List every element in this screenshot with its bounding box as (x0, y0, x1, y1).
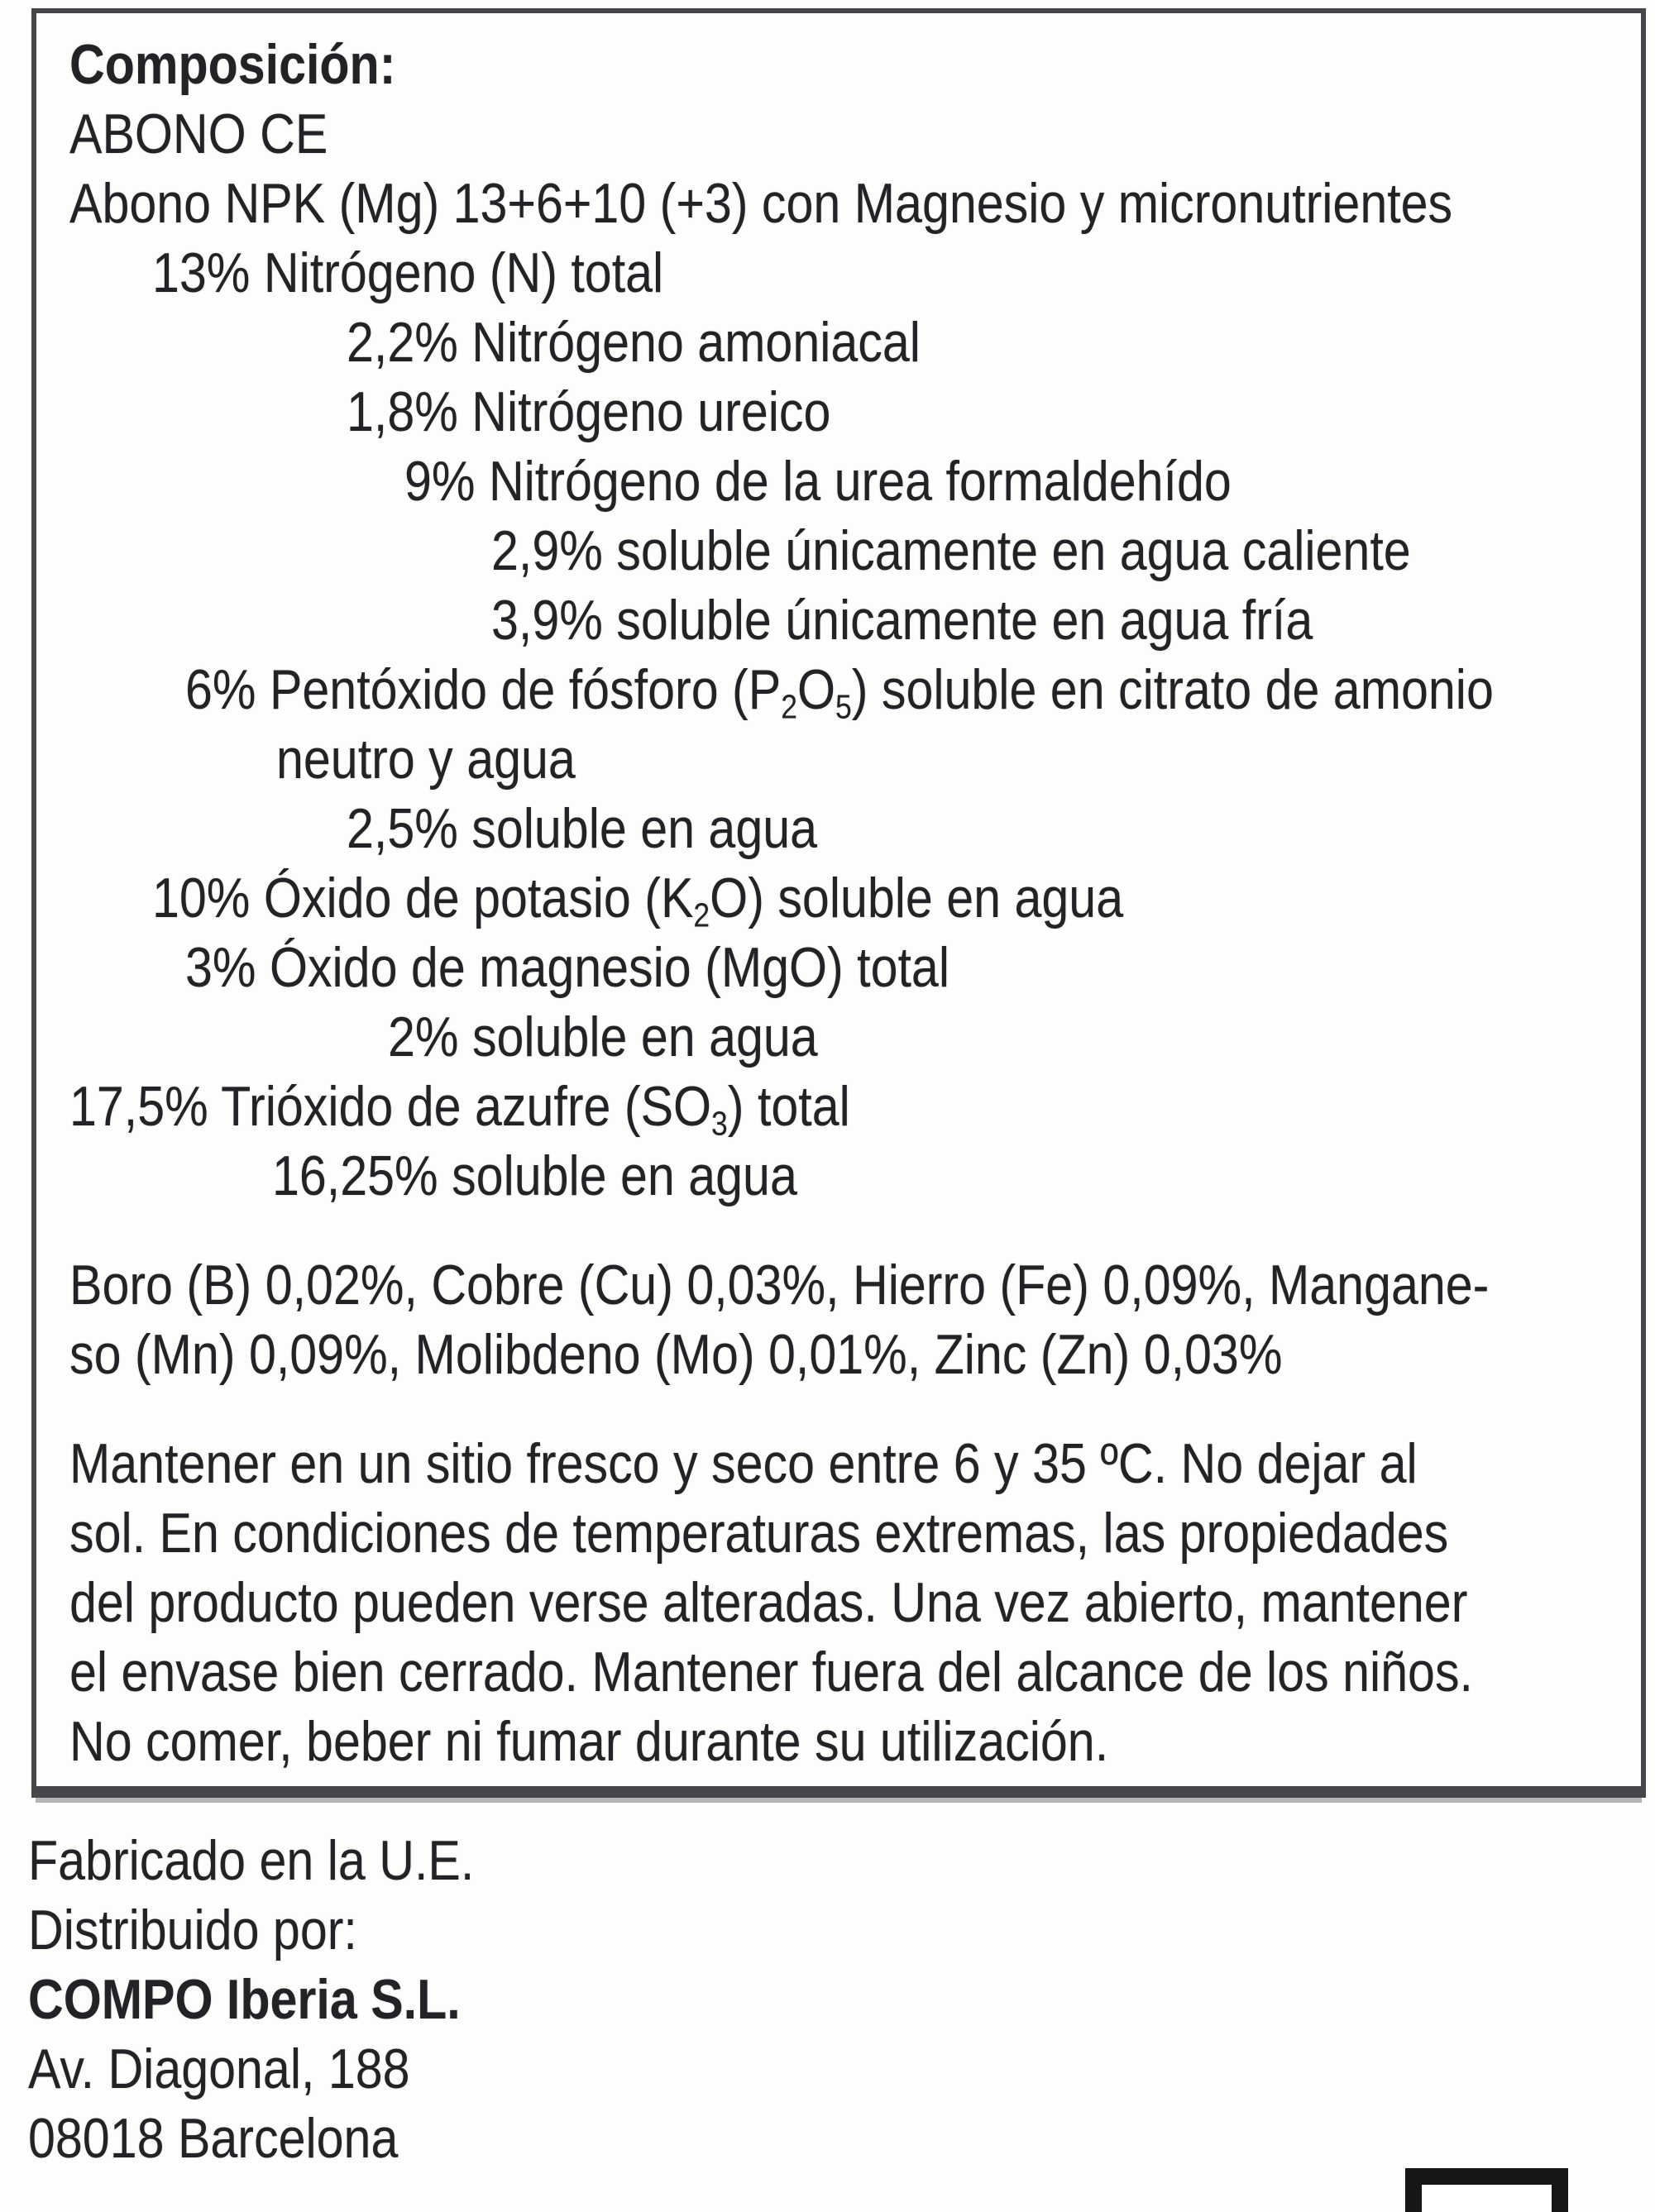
composition-line-text: 3% Óxido de magnesio (MgO) total (185, 936, 949, 999)
crop-mark-square (1405, 2168, 1568, 2212)
composition-line-text: 17,5% Trióxido de azufre $(SO_3)$ total (69, 1075, 850, 1143)
footer-line-text: Distribuido por: (28, 1899, 357, 1961)
distributor-block (28, 1826, 541, 2173)
composition-line-text: so (Mn) 0,09%, Molibdeno (Mo) 0,01%, Zinc (Zn) 0,03% (69, 1323, 1283, 1386)
composition-line-text: Composición: (69, 33, 396, 96)
composition-line (185, 655, 1624, 724)
composition-line-text: 6% Pentóxido de fósforo $(P_2O_5)$ soluble en citrato de amonio (185, 658, 1494, 726)
composition-line-text: del producto pueden verse alteradas. Una vez abierto, mantener (69, 1571, 1468, 1634)
composition-line (69, 1707, 1624, 1776)
composition-line (152, 238, 1624, 308)
composition-line (69, 1498, 1624, 1568)
composition-line (69, 99, 1624, 169)
footer-line (28, 1965, 541, 2034)
composition-line (152, 863, 1624, 933)
composition-line-text: Boro (B) 0,02%, Cobre (Cu) 0,03%, Hierro (Fe) 0,09%, Mangane- (69, 1254, 1490, 1316)
footer-line (28, 2104, 541, 2173)
footer-line (28, 1895, 541, 1965)
composition-line-text: 13% Nitrógeno (N) total (152, 241, 664, 304)
composition-line-text: 16,25% soluble en agua (272, 1144, 797, 1207)
composition-line (69, 1320, 1624, 1389)
footer-line-text: Fabricado en la U.E. (28, 1829, 475, 1892)
composition-line (388, 1002, 1624, 1072)
composition-line (491, 585, 1624, 655)
composition-line-text: 9% Nitrógeno de la urea formaldehído (404, 450, 1232, 513)
composition-line-text: No comer, beber ni fumar durante su utilización. (69, 1710, 1109, 1773)
composition-line-text: 2,9% soluble únicamente en agua caliente (491, 519, 1411, 582)
composition-line-text: 3,9% soluble únicamente en agua fría (491, 589, 1313, 652)
composition-line-text: ABONO CE (69, 103, 328, 165)
composition-line-text: 2,5% soluble en agua (347, 797, 818, 860)
composition-line (272, 1141, 1624, 1211)
footer-line-text: Av. Diagonal, 188 (28, 2038, 410, 2100)
footer-line-text: COMPO Iberia S.L. (28, 1968, 461, 2031)
composition-line (69, 30, 1624, 99)
composition-line (69, 1429, 1624, 1498)
composition-box (31, 8, 1646, 1798)
composition-line (347, 377, 1624, 447)
composition-line (69, 1568, 1624, 1637)
composition-line (404, 447, 1624, 516)
footer-line (28, 1826, 541, 1895)
composition-line-text: sol. En condiciones de temperaturas extremas, las propiedades (69, 1502, 1449, 1565)
composition-line-text: neutro y agua (276, 728, 576, 791)
footer-line (28, 2034, 541, 2104)
composition-line (69, 1250, 1624, 1320)
composition-line (185, 933, 1624, 1002)
composition-line-text: el envase bien cerrado. Mantener fuera del alcance de los niños. (69, 1641, 1473, 1703)
footer-line-text: 08018 Barcelona (28, 2107, 399, 2170)
composition-line (69, 1637, 1624, 1707)
composition-line-text: 2,2% Nitrógeno amoniacal (347, 311, 921, 374)
composition-line (69, 169, 1624, 238)
composition-line (276, 724, 1624, 794)
composition-line (347, 308, 1624, 377)
composition-line-text: 10% Óxido de potasio $(K_2O)$ soluble en agua (152, 867, 1124, 934)
composition-line (491, 516, 1624, 585)
composition-line-text: Mantener en un sitio fresco y seco entre 6 y 35 ºC. No dejar al (69, 1432, 1418, 1495)
composition-line (69, 1072, 1624, 1141)
composition-line (347, 794, 1624, 863)
composition-line-text: Abono NPK (Mg) 13+6+10 (+3) con Magnesio y micronutrientes (69, 172, 1453, 235)
composition-line-text: 1,8% Nitrógeno ureico (347, 380, 831, 443)
composition-line-text: 2% soluble en agua (388, 1006, 818, 1068)
